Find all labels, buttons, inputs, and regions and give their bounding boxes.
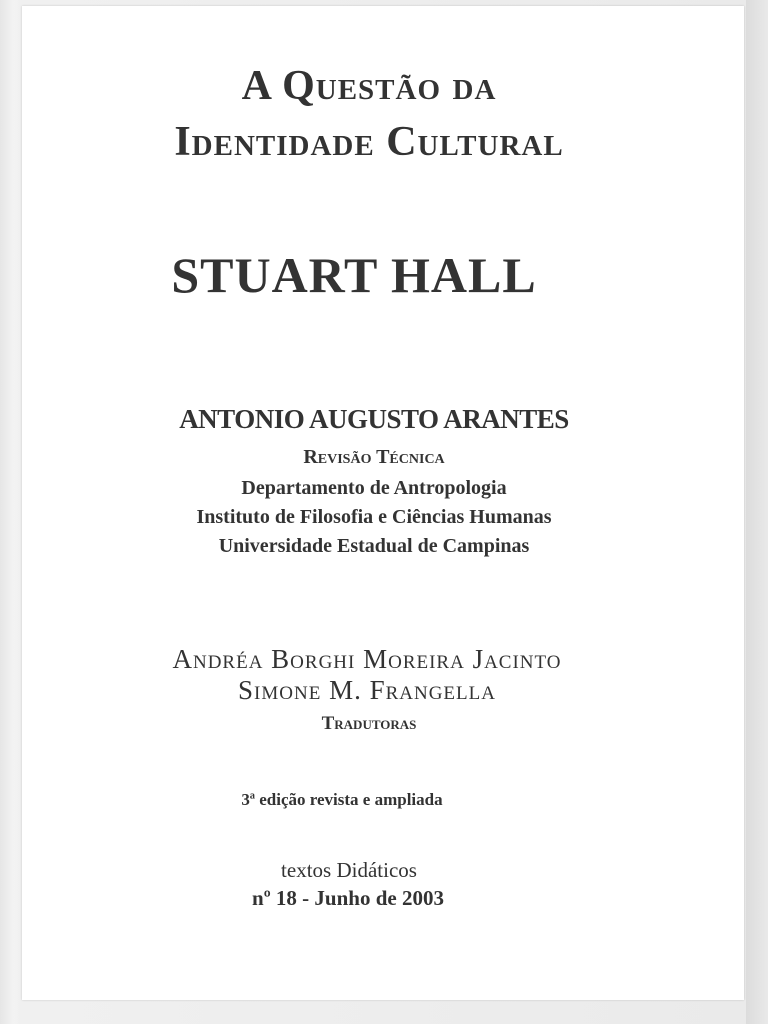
technical-reviewer-name: ANTONIO AUGUSTO ARANTES: [179, 404, 569, 434]
technical-review-label: Revisão Técnica: [303, 446, 445, 468]
affiliation-institute: Instituto de Filosofia e Ciências Humanas: [196, 506, 552, 528]
affiliation-university: Universidade Estadual de Campinas: [218, 535, 530, 557]
translators-label: Tradutoras: [321, 713, 417, 734]
affiliation-department: Departamento de Antropologia: [241, 477, 507, 499]
translator-name-1: Andréa Borghi Moreira Jacinto: [172, 644, 562, 674]
book-title-line-1: A Questão da: [241, 63, 497, 109]
book-title-line-2: Identidade Cultural: [174, 119, 564, 165]
translator-name-2: Simone M. Frangella: [238, 675, 496, 705]
edition-note: 3ª edição revista e ampliada: [241, 790, 443, 809]
author-name: STUART HALL: [171, 247, 537, 303]
series-issue: nº 18 - Junho de 2003: [252, 886, 444, 910]
series-name: textos Didáticos: [281, 858, 417, 882]
